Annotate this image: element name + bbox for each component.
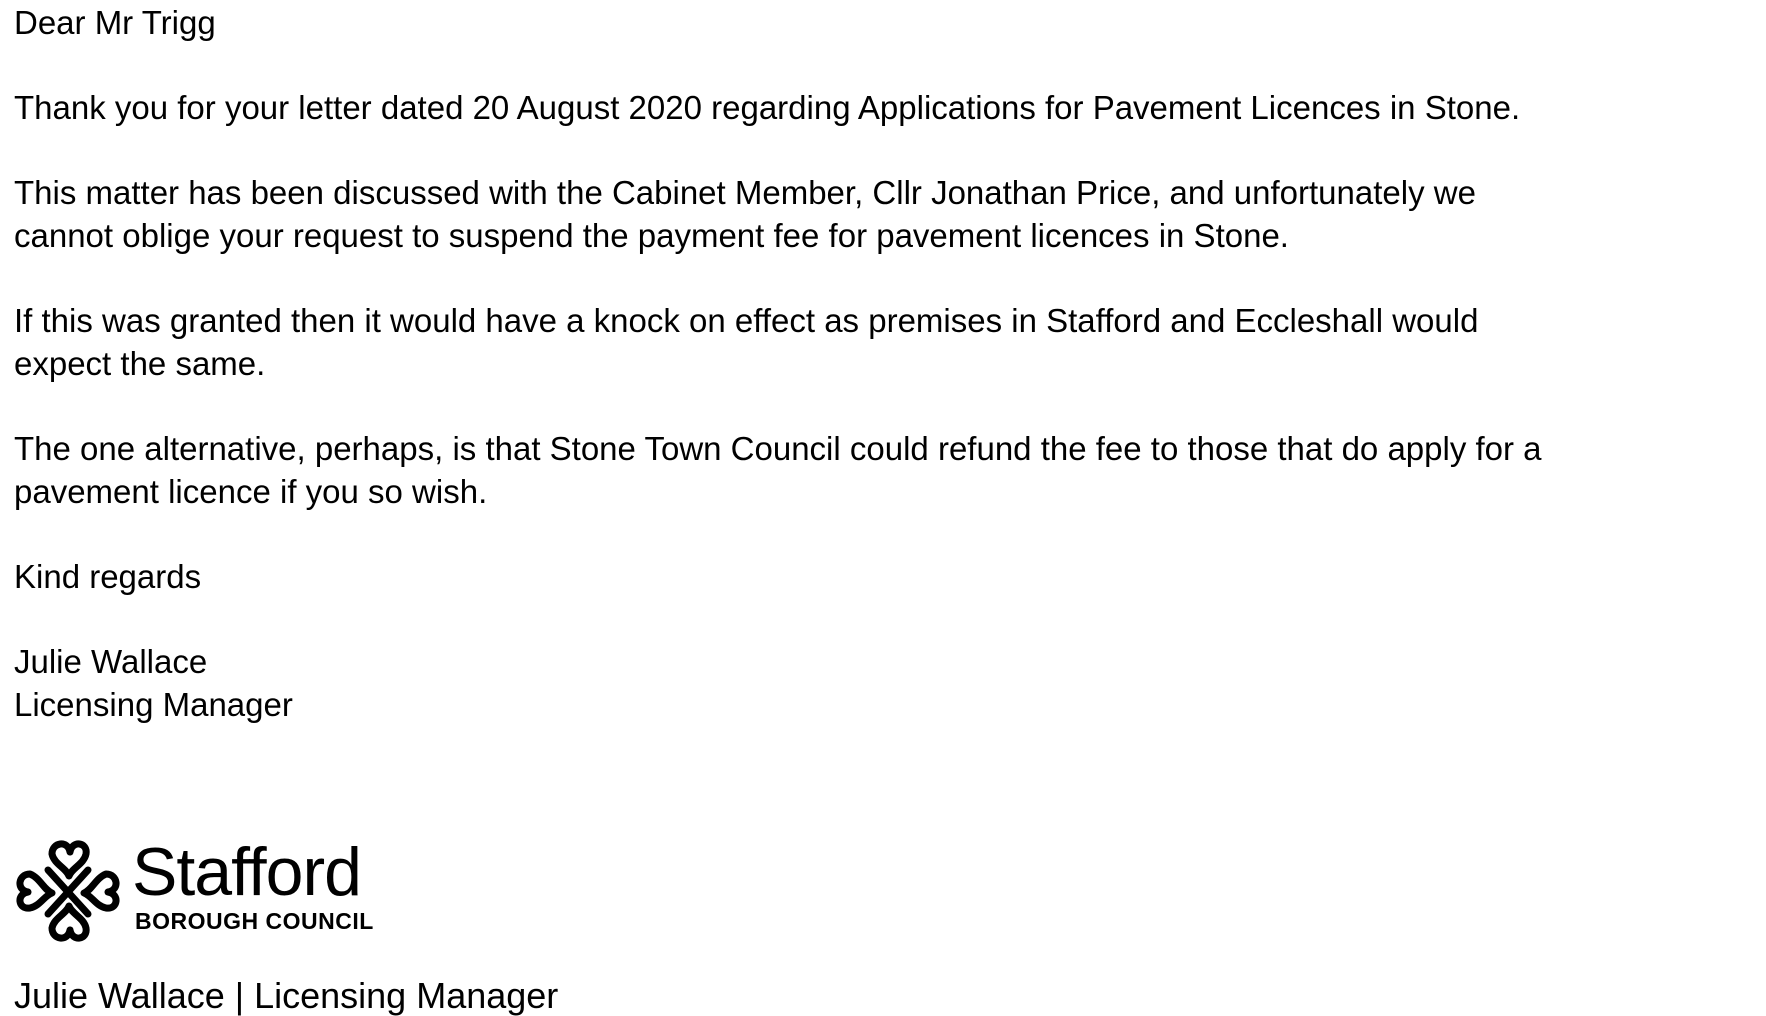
logo-subtitle: BOROUGH COUNCIL	[135, 908, 374, 934]
paragraph-4-line-2: pavement licence if you so wish.	[14, 473, 488, 510]
greeting: Dear Mr Trigg	[14, 4, 216, 41]
logo-name: Stafford	[132, 834, 361, 910]
paragraph-4-line-1: The one alternative, perhaps, is that Stone Town Council could refund the fee to those that do apply for a	[14, 430, 1542, 467]
council-logo	[14, 834, 414, 938]
signature-name: Julie Wallace	[14, 643, 208, 680]
paragraph-2-line-2: cannot oblige your request to suspend the payment fee for pavement licences in Stone.	[14, 217, 1289, 254]
paragraph-1: Thank you for your letter dated 20 August 2020 regarding Applications for Pavement Licences in Stone.	[14, 89, 1521, 126]
signature-title: Licensing Manager	[14, 686, 293, 723]
closing: Kind regards	[14, 558, 202, 595]
email-footer-signature: Julie Wallace | Licensing Manager	[14, 975, 559, 1016]
paragraph-2-line-1: This matter has been discussed with the Cabinet Member, Cllr Jonathan Price, and unfortunately we	[14, 174, 1476, 211]
paragraph-3-line-2: expect the same.	[14, 345, 266, 382]
paragraph-3-line-1: If this was granted then it would have a knock on effect as premises in Stafford and Eccleshall would	[14, 302, 1479, 339]
knot-icon	[14, 838, 120, 944]
